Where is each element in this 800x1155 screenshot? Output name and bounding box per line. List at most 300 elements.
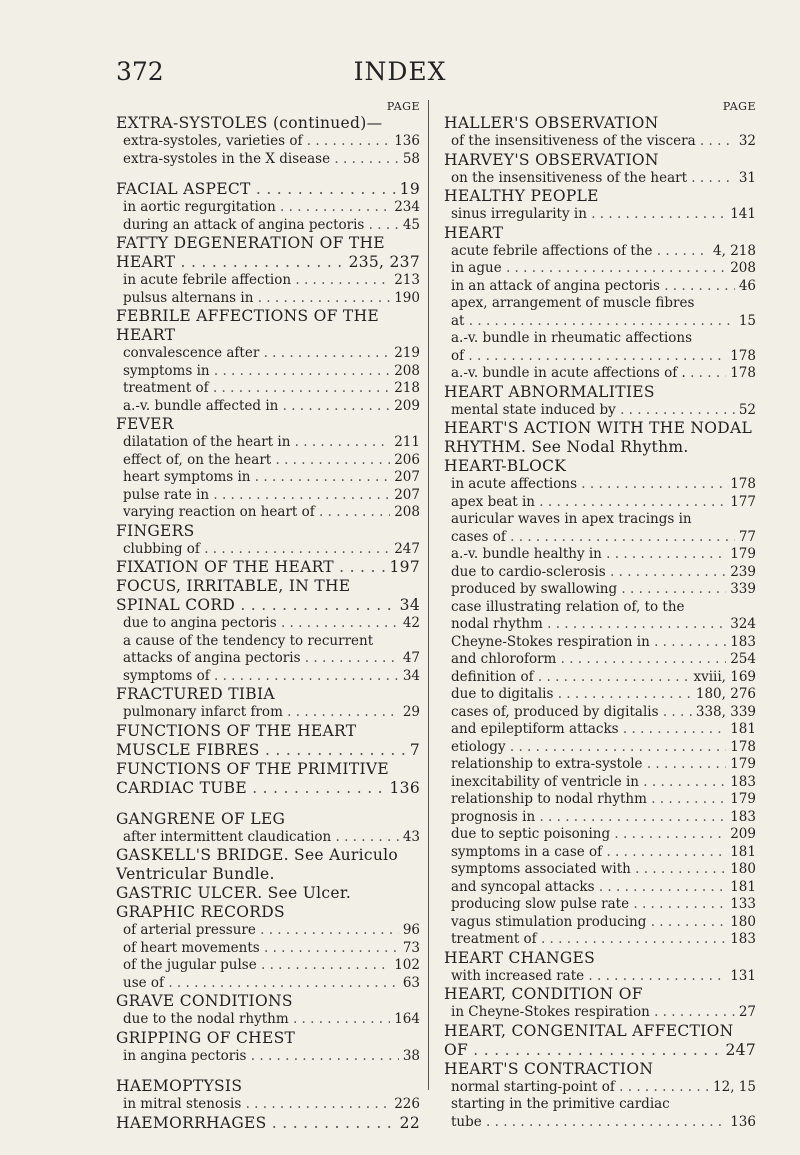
index-heading: [116, 1029, 420, 1048]
index-heading: [444, 151, 756, 170]
entry-text: due to the nodal rhythm . .: [123, 1011, 390, 1029]
entry-page-ref: 46: [738, 277, 756, 294]
index-subentry: [444, 686, 756, 704]
entry-text: GRAPHIC RECORDS: [116, 903, 285, 921]
page-number: 372: [116, 57, 164, 86]
index-heading: [116, 903, 420, 922]
index-subentry: [116, 487, 420, 505]
index-subentry: [116, 469, 420, 487]
entry-text: cases of, produced by digitalis . .: [451, 704, 692, 722]
index-subentry: [116, 615, 420, 633]
index-heading: [116, 810, 420, 829]
entry-text: GRIPPING OF CHEST: [116, 1028, 296, 1047]
index-subentry: [444, 599, 756, 617]
entry-text: FINGERS: [116, 521, 195, 540]
entry-page-ref: 324: [730, 616, 756, 632]
entry-text: a.-v. bundle in rheumatic affections: [451, 330, 693, 346]
entry-page-ref: 164: [394, 1011, 420, 1027]
index-subentry: [444, 1079, 756, 1097]
entry-text: due to digitalis . .: [451, 686, 692, 704]
entry-text: inexcitability of ventricle in . .: [451, 774, 726, 792]
entry-text: in aortic regurgitation . .: [123, 199, 390, 217]
index-heading: [444, 438, 756, 457]
entry-page-ref: 58: [402, 150, 420, 167]
entry-text: HEART'S CONTRACTION: [444, 1059, 654, 1078]
index-subentry: [444, 278, 756, 296]
index-heading: [444, 187, 756, 206]
entry-page-ref: 183: [730, 808, 756, 825]
entry-text: FUNCTIONS OF THE PRIMITIVE: [116, 759, 389, 778]
index-subentry: [444, 529, 756, 547]
entry-text: due to septic poisoning . .: [451, 826, 726, 844]
entry-text: acute febrile affections of the . .: [451, 243, 709, 261]
entry-text: nodal rhythm . .: [451, 616, 726, 634]
entry-text: and syncopal attacks . .: [451, 879, 726, 897]
entry-page-ref: 180, 276: [695, 686, 756, 702]
entry-text: MUSCLE FIBRES . .: [116, 741, 406, 760]
index-subentry: [444, 511, 756, 529]
index-subentry: [444, 1114, 756, 1132]
index-heading: [116, 415, 420, 434]
index-subentry: [444, 791, 756, 809]
entry-text: on the insensitiveness of the heart . .: [451, 170, 735, 188]
index-subentry: [116, 151, 420, 169]
entry-text: HALLER'S OBSERVATION: [444, 114, 659, 132]
entry-text: convalescence after . .: [123, 345, 390, 363]
index-subentry: [444, 206, 756, 224]
index-subentry: [116, 434, 420, 452]
entry-gap: [116, 798, 420, 810]
entry-text: of . .: [451, 348, 726, 366]
entry-text: FRACTURED TIBIA: [116, 685, 275, 703]
entry-page-ref: 178: [730, 347, 756, 364]
index-heading: [116, 1077, 420, 1096]
entry-text: OF . .: [444, 1041, 722, 1060]
index-heading: [116, 1114, 420, 1133]
entry-page-ref: 239: [730, 563, 756, 580]
index-subentry: [116, 1048, 420, 1066]
entry-page-ref: 183: [730, 773, 756, 790]
entry-text: GASKELL'S BRIDGE. See Auriculo: [116, 846, 399, 864]
entry-page-ref: 179: [730, 546, 756, 562]
entry-text: producing slow pulse rate . .: [451, 896, 726, 914]
entry-page-ref: 131: [730, 967, 756, 984]
entry-page-ref: 183: [730, 931, 756, 947]
entry-text: of arterial pressure . .: [123, 922, 399, 940]
entry-text: dilatation of the heart in . .: [123, 434, 390, 452]
entry-text: a.-v. bundle affected in . .: [123, 398, 390, 416]
entry-page-ref: 178: [730, 365, 756, 381]
index-subentry: [116, 650, 420, 668]
entry-page-ref: 22: [399, 1113, 420, 1132]
entry-page-ref: 254: [730, 651, 756, 667]
entry-page-ref: 211: [394, 434, 420, 450]
index-subentry: [444, 651, 756, 669]
entry-text: extra-systoles in the X disease . .: [123, 151, 399, 169]
index-heading: [444, 383, 756, 402]
index-heading: [444, 114, 756, 133]
entry-page-ref: 73: [402, 939, 420, 956]
index-heading: [116, 685, 420, 704]
entry-text: GANGRENE OF LEG: [116, 809, 286, 828]
entry-gap: [116, 168, 420, 180]
index-heading: [116, 722, 420, 741]
entry-page-ref: 179: [730, 756, 756, 772]
entry-page-ref: 209: [730, 826, 756, 842]
index-subentry: [116, 668, 420, 686]
entry-text: etiology . .: [451, 739, 726, 757]
entry-text: in angina pectoris . .: [123, 1048, 399, 1066]
entry-text: HEART-BLOCK: [444, 457, 567, 475]
entry-text: in Cheyne-Stokes respiration . .: [451, 1004, 735, 1022]
entry-text: and epileptiform attacks . .: [451, 721, 726, 739]
entry-page-ref: 197: [389, 558, 420, 576]
index-subentry: [116, 504, 420, 522]
index-subentry: [116, 398, 420, 416]
entry-text: HEART ABNORMALITIES: [444, 382, 655, 401]
entry-text: symptoms in . .: [123, 363, 390, 381]
entry-page-ref: 180: [730, 861, 756, 877]
entry-text: GASTRIC ULCER. See Ulcer.: [116, 884, 352, 902]
entry-text: and chloroform . .: [451, 651, 726, 669]
index-subentry: [444, 1096, 756, 1114]
entry-text: extra-systoles, varieties of . .: [123, 133, 390, 151]
entry-page-ref: 34: [399, 596, 420, 614]
index-subentry: [444, 494, 756, 512]
entry-text: in ague . .: [451, 260, 726, 278]
entry-page-ref: 42: [402, 615, 420, 631]
entry-page-ref: 209: [394, 397, 420, 414]
index-heading: [116, 596, 420, 615]
entry-text: with increased rate . .: [451, 968, 726, 986]
index-heading: [116, 760, 420, 779]
index-subentry: [444, 669, 756, 687]
index-subentry: [444, 968, 756, 986]
index-heading: [116, 234, 420, 253]
entry-text: mental state induced by . .: [451, 402, 735, 420]
index-subentry: [444, 826, 756, 844]
entry-text: SPINAL CORD . .: [116, 596, 396, 615]
entry-text: HEART: [116, 326, 176, 344]
entry-text: FUNCTIONS OF THE HEART: [116, 721, 357, 740]
entry-text: in mitral stenosis . .: [123, 1096, 390, 1114]
index-subentry: [444, 260, 756, 278]
entry-text: in acute affections . .: [451, 476, 726, 494]
index-column-right: [444, 100, 756, 1131]
entry-page-ref: 15: [738, 312, 756, 329]
index-subentry: [116, 1096, 420, 1114]
entry-text: Ventricular Bundle.: [116, 865, 275, 883]
entry-text: cases of . .: [451, 529, 735, 547]
entry-page-ref: 52: [738, 401, 756, 418]
index-subentry: [444, 721, 756, 739]
index-subentry: [444, 861, 756, 879]
entry-page-ref: 7: [409, 740, 420, 759]
index-heading: [116, 779, 420, 798]
entry-text: symptoms associated with . .: [451, 861, 726, 879]
entry-text: of the jugular pulse . .: [123, 957, 390, 975]
entry-text: symptoms of . .: [123, 668, 399, 686]
index-subentry: [444, 133, 756, 151]
entry-text: after intermittent claudication . .: [123, 829, 399, 847]
index-subentry: [444, 704, 756, 722]
entry-text: treatment of . .: [451, 931, 726, 949]
entry-page-ref: 102: [394, 957, 420, 973]
index-subentry: [444, 348, 756, 366]
entry-page-ref: 32: [738, 133, 756, 149]
index-subentry: [444, 809, 756, 827]
entry-page-ref: 213: [394, 272, 420, 288]
page-title: INDEX: [353, 57, 447, 86]
index-subentry: [116, 541, 420, 559]
page-column-label: PAGE: [722, 100, 756, 113]
entry-page-ref: 177: [730, 493, 756, 510]
entry-page-ref: 338, 339: [695, 703, 756, 720]
entry-text: HEART, CONGENITAL AFFECTION: [444, 1021, 734, 1040]
index-heading: [116, 558, 420, 577]
entry-page-ref: 208: [394, 362, 420, 379]
entry-text: attacks of angina pectoris . .: [123, 650, 399, 668]
index-subentry: [444, 365, 756, 383]
index-subentry: [444, 844, 756, 862]
entry-text: in acute febrile affection . .: [123, 272, 390, 290]
entry-text: a.-v. bundle healthy in . .: [451, 546, 726, 564]
entry-page-ref: 141: [730, 206, 756, 222]
entry-text: heart symptoms in . .: [123, 469, 390, 487]
entry-text: vagus stimulation producing . .: [451, 914, 726, 932]
index-heading: [444, 985, 756, 1004]
entry-text: prognosis in . .: [451, 809, 726, 827]
entry-text: GRAVE CONDITIONS: [116, 992, 293, 1010]
index-subentry: [116, 957, 420, 975]
entry-text: during an attack of angina pectoris . .: [123, 217, 399, 235]
index-subentry: [444, 756, 756, 774]
index-subentry: [444, 879, 756, 897]
entry-text: starting in the primitive cardiac: [451, 1096, 670, 1112]
entry-text: HEART . .: [116, 253, 345, 272]
entry-page-ref: 96: [402, 922, 420, 938]
index-subentry: [116, 272, 420, 290]
index-subentry: [116, 363, 420, 381]
index-subentry: [116, 199, 420, 217]
index-heading: [444, 224, 756, 243]
entry-page-ref: 190: [394, 289, 420, 306]
index-subentry: [444, 564, 756, 582]
entry-text: tube . .: [451, 1114, 726, 1132]
entry-page-ref: 247: [394, 540, 420, 557]
entry-text: of heart movements . .: [123, 940, 399, 958]
entry-text: FOCUS, IRRITABLE, IN THE: [116, 577, 351, 595]
index-subentry: [444, 402, 756, 420]
entry-page-ref: 207: [394, 469, 420, 485]
index-heading: [116, 326, 420, 345]
entry-text: FACIAL ASPECT . .: [116, 180, 396, 199]
entry-text: EXTRA-SYSTOLES (continued)—: [116, 114, 383, 132]
index-subentry: [444, 170, 756, 188]
entry-text: FATTY DEGENERATION OF THE: [116, 234, 385, 252]
entry-text: apex, arrangement of muscle fibres: [451, 295, 695, 311]
index-subentry: [444, 243, 756, 261]
index-subentry: [116, 133, 420, 151]
entry-text: HAEMORRHAGES . .: [116, 1114, 396, 1133]
entry-gap: [116, 1065, 420, 1077]
entry-text: a.-v. bundle in acute affections of . . .: [451, 365, 726, 383]
entry-page-ref: 179: [730, 791, 756, 807]
entry-text: varying reaction on heart of . .: [123, 504, 390, 522]
entry-page-ref: 63: [402, 974, 420, 991]
index-subentry: [444, 581, 756, 599]
index-subentry: [444, 634, 756, 652]
entry-text: effect of, on the heart . .: [123, 452, 390, 470]
entry-page-ref: 29: [402, 704, 420, 720]
entry-text: relationship to extra-systole . .: [451, 756, 726, 774]
index-subentry: [116, 975, 420, 993]
index-subentry: [116, 380, 420, 398]
index-subentry: [116, 704, 420, 722]
entry-page-ref: 219: [394, 345, 420, 361]
index-subentry: [444, 1004, 756, 1022]
index-heading: [444, 949, 756, 968]
entry-text: at . .: [451, 313, 735, 331]
entry-text: RHYTHM. See Nodal Rhythm.: [444, 438, 689, 456]
entry-page-ref: 4, 218: [713, 242, 756, 259]
index-heading: [116, 846, 420, 865]
entry-page-ref: 234: [394, 199, 420, 215]
entry-page-ref: xviii, 169: [693, 668, 756, 685]
entry-text: HEART'S ACTION WITH THE NODAL: [444, 419, 753, 437]
entry-page-ref: 208: [394, 504, 420, 520]
entry-text: a cause of the tendency to recurrent: [123, 632, 374, 649]
entry-text: due to angina pectoris . .: [123, 615, 399, 633]
entry-text: apex beat in . .: [451, 494, 726, 512]
index-heading: [444, 457, 756, 476]
entry-text: HEART: [444, 223, 504, 242]
entry-text: case illustrating relation of, to the: [451, 598, 685, 615]
entry-text: use of . .: [123, 975, 399, 993]
index-subentry: [116, 633, 420, 651]
index-subentry: [444, 616, 756, 634]
entry-page-ref: 218: [394, 380, 420, 396]
entry-text: definition of . .: [451, 669, 689, 687]
entry-page-ref: 31: [738, 169, 756, 186]
index-heading: [444, 419, 756, 438]
entry-text: auricular waves in apex tracings in: [451, 511, 692, 527]
entry-text: sinus irregularity in . .: [451, 206, 726, 224]
entry-page-ref: 34: [402, 667, 420, 684]
entry-text: CARDIAC TUBE . .: [116, 779, 386, 798]
index-subentry: [444, 313, 756, 331]
index-subentry: [444, 295, 756, 313]
entry-text: relationship to nodal rhythm . .: [451, 791, 726, 809]
index-heading: [444, 1060, 756, 1079]
entry-page-ref: 206: [394, 451, 420, 468]
index-subentry: [116, 452, 420, 470]
index-subentry: [444, 330, 756, 348]
entry-text: FEVER: [116, 415, 174, 433]
entry-page-ref: 180: [730, 913, 756, 930]
entry-page-ref: 235, 237: [348, 253, 420, 271]
entry-page-ref: 43: [402, 828, 420, 845]
entry-text: HEALTHY PEOPLE: [444, 187, 599, 205]
index-heading: [444, 1022, 756, 1041]
index-subentry: [116, 345, 420, 363]
entry-text: pulsus alternans in . .: [123, 290, 390, 308]
index-heading: [444, 1041, 756, 1060]
entry-text: pulmonary infarct from . .: [123, 704, 399, 722]
entry-page-ref: 19: [399, 180, 420, 198]
entry-text: produced by swallowing . .: [451, 581, 726, 599]
index-subentry: [444, 546, 756, 564]
index-heading: [116, 180, 420, 199]
entry-text: due to cardio-sclerosis . .: [451, 564, 726, 582]
entry-page-ref: 47: [402, 650, 420, 666]
entry-text: of the insensitiveness of the viscera . .: [451, 133, 735, 151]
entry-text: treatment of . .: [123, 380, 390, 398]
entry-text: HARVEY'S OBSERVATION: [444, 150, 659, 169]
entry-page-ref: 181: [730, 721, 756, 737]
entry-page-ref: 136: [394, 133, 420, 149]
entry-page-ref: 183: [730, 633, 756, 650]
entry-page-ref: 178: [730, 476, 756, 492]
entry-page-ref: 136: [730, 1113, 756, 1130]
entry-page-ref: 77: [738, 528, 756, 545]
index-heading: [116, 253, 420, 272]
entry-page-ref: 247: [725, 1040, 756, 1059]
index-subentry: [444, 896, 756, 914]
entry-page-ref: 208: [730, 260, 756, 276]
index-heading: [116, 522, 420, 541]
entry-page-ref: 207: [394, 486, 420, 503]
entry-text: symptoms in a case of . .: [451, 844, 726, 862]
entry-page-ref: 181: [730, 843, 756, 860]
entry-text: FEBRILE AFFECTIONS OF THE: [116, 307, 379, 325]
entry-text: FIXATION OF THE HEART . .: [116, 558, 386, 577]
index-heading: [116, 992, 420, 1011]
entry-page-ref: 226: [394, 1096, 420, 1112]
index-heading: [116, 884, 420, 903]
index-subentry: [116, 922, 420, 940]
entry-page-ref: 136: [389, 778, 420, 797]
index-subentry: [116, 829, 420, 847]
index-heading: [116, 741, 420, 760]
entry-text: clubbing of . .: [123, 541, 390, 559]
entry-page-ref: 339: [730, 581, 756, 597]
index-column-left: [116, 100, 420, 1133]
index-subentry: [444, 739, 756, 757]
index-heading: [116, 114, 420, 133]
column-divider: [428, 100, 429, 1090]
index-subentry: [444, 476, 756, 494]
entry-page-ref: 38: [402, 1047, 420, 1064]
index-heading: [116, 865, 420, 884]
index-subentry: [444, 774, 756, 792]
entry-page-ref: 45: [402, 216, 420, 233]
index-subentry: [116, 217, 420, 235]
index-subentry: [444, 914, 756, 932]
index-heading: [116, 577, 420, 596]
page-column-label: PAGE: [386, 100, 420, 113]
entry-page-ref: 12, 15: [713, 1078, 756, 1095]
entry-page-ref: 181: [730, 878, 756, 895]
entry-text: in an attack of angina pectoris . .: [451, 278, 735, 296]
entry-page-ref: 133: [730, 896, 756, 912]
entry-page-ref: 27: [738, 1004, 756, 1020]
entry-text: HEART CHANGES: [444, 948, 596, 967]
entry-text: HAEMOPTYSIS: [116, 1077, 243, 1095]
index-subentry: [116, 1011, 420, 1029]
entry-text: normal starting-point of . .: [451, 1079, 709, 1097]
index-subentry: [116, 940, 420, 958]
